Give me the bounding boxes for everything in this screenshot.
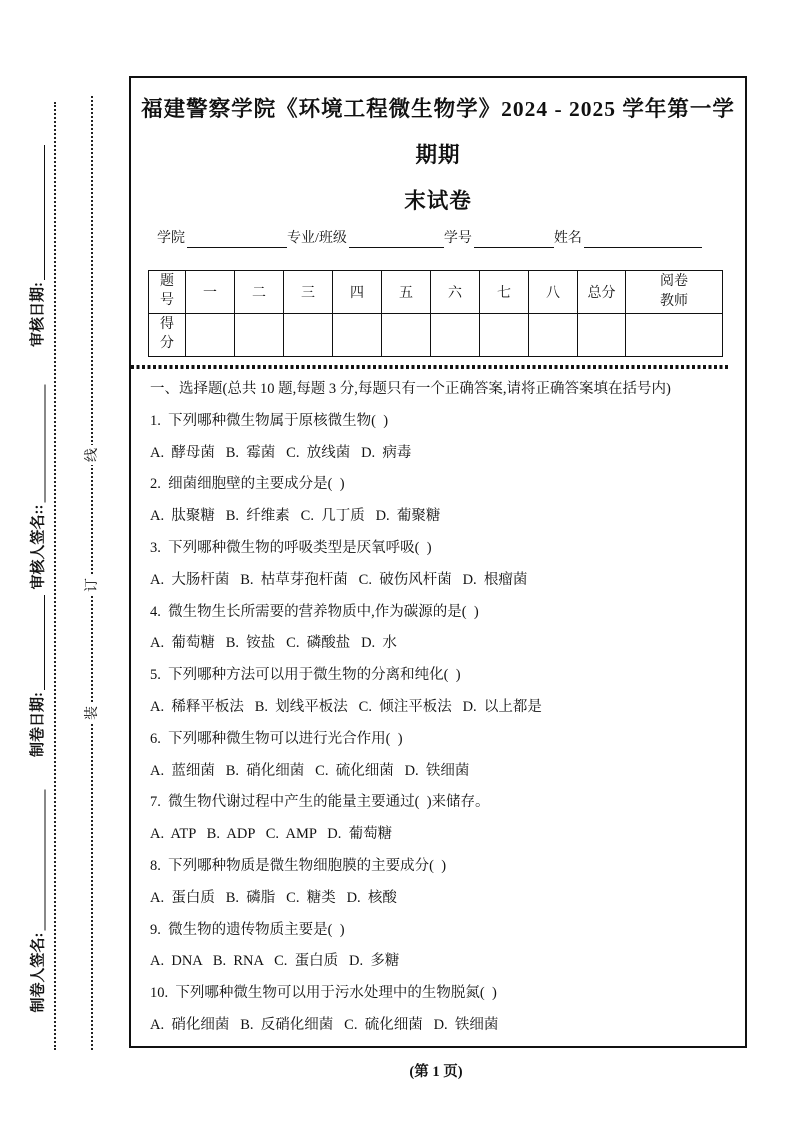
score-cell-empty (529, 314, 578, 357)
exam-title-line-2: 末试卷 (404, 189, 472, 213)
fill-in-line (474, 231, 554, 248)
question-text: 8. 下列哪种物质是微生物细胞膜的主要成分( ) (150, 857, 447, 874)
fill-in-line (349, 231, 444, 248)
binding-dotted-line-inner (54, 102, 56, 1050)
question-options: A. 硝化细菌 B. 反硝化细菌 C. 硫化细菌 D. 铁细菌 (150, 1016, 499, 1033)
score-row-label: 得分 (149, 314, 186, 357)
field-name-label: 姓名 (553, 231, 582, 246)
score-cell-empty (235, 314, 284, 357)
score-cell-empty (382, 314, 431, 357)
score-cell-empty (578, 314, 626, 357)
question-options: A. 蛋白质 B. 磷脂 C. 糖类 D. 核酸 (150, 889, 397, 906)
fill-in-line (43, 595, 45, 690)
question-options: A. ATP B. ADP C. AMP D. 葡萄糖 (150, 826, 393, 843)
margin-label-reviewer-signature (25, 385, 49, 590)
question-text: 3. 下列哪种微生物的呼吸类型是厌氧呼吸( ) (150, 539, 432, 556)
binding-line-char-xian: 线 (82, 445, 104, 465)
field-college-label: 学院 (157, 231, 185, 246)
fill-in-line (43, 145, 45, 280)
question-text: 4. 微生物生长所需要的营养物质中,作为碳源的是( ) (150, 603, 479, 620)
question-text: 9. 微生物的遗传物质主要是( ) (150, 921, 345, 938)
margin-label-papermaker-signature (25, 790, 49, 1013)
score-header-section-2: 二 (235, 271, 284, 314)
fill-in-line (584, 231, 702, 248)
fill-in-line (44, 790, 46, 931)
field-student-id-label: 学号 (443, 231, 472, 246)
section-title: 一、选择题(总共 10 题,每题 3 分,每题只有一个正确答案,请将正确答案填在括号内) (150, 381, 671, 397)
page-number-footer: (第 1 页) (409, 1064, 463, 1080)
question-text: 1. 下列哪种微生物属于原核微生物( ) (150, 412, 389, 429)
exam-content-box (129, 76, 747, 1048)
score-cell-empty (626, 314, 723, 357)
question-options: A. 葡萄糖 B. 铵盐 C. 磷酸盐 D. 水 (150, 635, 397, 652)
score-header-section-3: 三 (284, 271, 333, 314)
field-major-class-label: 专业/班级 (287, 231, 347, 246)
question-section (131, 369, 745, 1042)
margin-label-text: 审核日期: (30, 282, 46, 347)
score-table-score-row (149, 314, 723, 357)
binding-line-char-ding: 订 (82, 575, 104, 595)
score-header-section-7: 七 (480, 271, 529, 314)
question-options: A. 大肠杆菌 B. 枯草芽孢杆菌 C. 破伤风杆菌 D. 根瘤菌 (150, 571, 528, 588)
margin-label-text: 审核人签名:: (30, 504, 47, 590)
question-text: 6. 下列哪种微生物可以进行光合作用( ) (150, 730, 403, 747)
student-info-row (157, 230, 719, 248)
score-header-section-6: 六 (431, 271, 480, 314)
exam-title-line-1: 福建警察学院《环境工程微生物学》2024 - 2025 学年第一学期期 (141, 97, 735, 167)
score-table-header-row (149, 271, 723, 314)
question-text: 7. 微生物代谢过程中产生的能量主要通过( )来储存。 (150, 794, 490, 811)
margin-label-text: 制卷人签名: (30, 932, 47, 1013)
score-header-total: 总分 (578, 271, 626, 314)
score-header-section-1: 一 (186, 271, 235, 314)
score-header-question-number: 题号 (149, 271, 186, 314)
question-options: A. 肽聚糖 B. 纤维素 C. 几丁质 D. 葡聚糖 (150, 508, 441, 525)
score-header-section-5: 五 (382, 271, 431, 314)
margin-label-text: 制卷日期: (30, 692, 46, 757)
question-text: 10. 下列哪种微生物可以用于污水处理中的生物脱氮( ) (150, 985, 497, 1002)
binding-line-char-zhuang: 装 (82, 703, 104, 723)
score-cell-empty (284, 314, 333, 357)
question-text: 5. 下列哪种方法可以用于微生物的分离和纯化( ) (150, 667, 461, 684)
score-header-grader: 阅卷教师 (626, 271, 723, 314)
score-header-section-8: 八 (529, 271, 578, 314)
question-options: A. 酵母菌 B. 霉菌 C. 放线菌 D. 病毒 (150, 444, 412, 461)
score-table (148, 270, 723, 357)
margin-label-review-date (24, 145, 48, 347)
score-header-section-4: 四 (333, 271, 382, 314)
score-cell-empty (333, 314, 382, 357)
score-cell-empty (186, 314, 235, 357)
score-cell-empty (431, 314, 480, 357)
question-options: A. 稀释平板法 B. 划线平板法 C. 倾注平板法 D. 以上都是 (150, 698, 542, 715)
question-text: 2. 细菌细胞壁的主要成分是( ) (150, 476, 345, 493)
binding-dotted-line-outer (91, 96, 93, 1050)
margin-label-papermaking-date (24, 595, 48, 757)
question-options: A. DNA B. RNA C. 蛋白质 D. 多糖 (150, 953, 400, 970)
score-cell-empty (480, 314, 529, 357)
fill-in-line (44, 385, 46, 503)
fill-in-line (187, 231, 287, 248)
question-options: A. 蓝细菌 B. 硝化细菌 C. 硫化细菌 D. 铁细菌 (150, 762, 470, 779)
